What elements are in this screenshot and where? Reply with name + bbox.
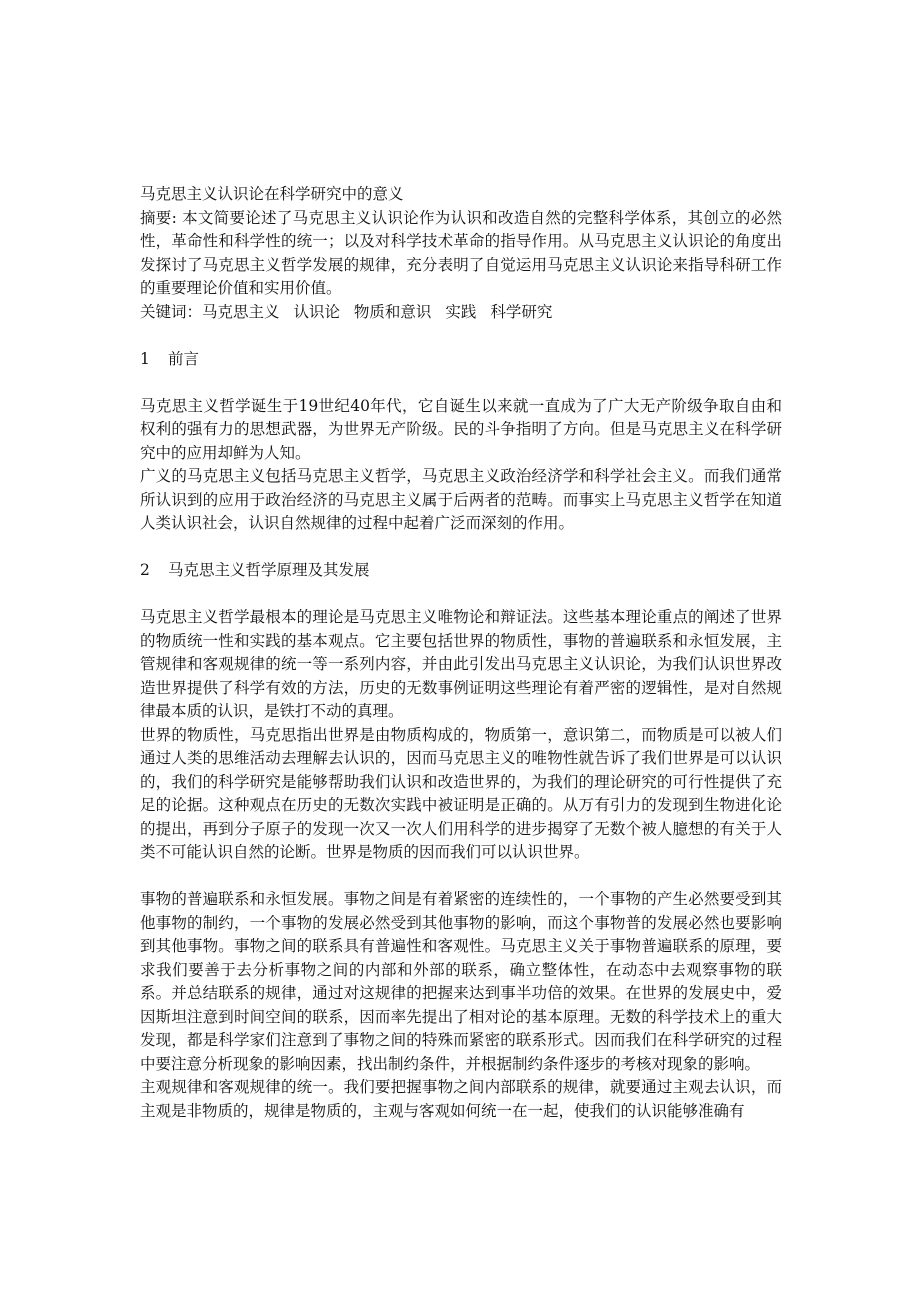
abstract-label: 摘要: [140, 208, 177, 227]
section-heading [140, 559, 782, 583]
paragraph: 主观规律和客观规律的统一。我们要把握事物之间内部联系的规律，就要通过主观去认识，而主观是非物质的，规律是物质的，主观与客观如何统一在一起，使我们的认识能够准确有 [140, 1078, 782, 1120]
keyword: 实践 [445, 302, 477, 321]
keyword: 物质和意识 [353, 302, 432, 321]
paragraph: 马克思主义哲学最根本的理论是马克思主义唯物论和辩证法。这些基本理论重点的阐述了世界的物质统一性和实践的基本观点。它主要包括世界的物质性，事物的普遍联系和永恒发展，主管规律和客观规律的统一等一系列内容，并由此引发出马克思主义认识论，为我们认识世界改造世界提供了科学有效的方法，历史的无数事例证明这些理论有着严密的逻辑性，是对自然规律最本质的认识，是铁打不动的真理。 [140, 608, 782, 720]
document-title: 马克思主义认识论在科学研究中的意义 [140, 185, 404, 203]
keyword: 认识论 [293, 302, 340, 321]
section-title: 马克思主义哲学原理及其发展 [168, 561, 370, 579]
section-heading [140, 348, 782, 372]
keywords-line [140, 301, 782, 325]
paragraph: 广义的马克思主义包括马克思主义哲学，马克思主义政治经济学和科学社会主义。而我们通常所认识到的应用于政治经济的马克思主义属于后两者的范畴。而事实上马克思主义哲学在知道人类认识社会，认识自然规律的过程中起着广泛而深刻的作用。 [140, 467, 782, 532]
section-number: 1 [140, 349, 150, 368]
abstract-text: 本文简要论述了马克思主义认识论作为认识和改造自然的完整科学体系，其创立的必然性，革命性和科学性的统一；以及对科学技术革命的指导作用。从马克思主义认识论的角度出发探讨了马克思主义哲学发展的规律，充分表明了自觉运用马克思主义认识论来指导科研工作的重要理论价值和实用价值。 [140, 208, 782, 297]
paragraph: 世界的物质性，马克思指出世界是由物质构成的，物质第一，意识第二，而物质是可以被人们通过人类的思维活动去理解去认识的，因而马克思主义的唯物性就告诉了我们世界是可以认识的，我们的科学研究是能够帮助我们认识和改造世界的，为我们的理论研究的可行性提供了充足的论据。这种观点在历史的无数次实践中被证明是正确的。从万有引力的发现到生物进化论的提出，再到分子原子的发现一次又一次人们用科学的进步揭穿了无数个被人臆想的有关于人类不可能认识自然的论断。世界是物质的因而我们可以认识世界。 [140, 725, 782, 861]
abstract [140, 207, 782, 301]
spacer [140, 536, 782, 560]
document-page [140, 183, 782, 1123]
paragraph: 事物的普遍联系和永恒发展。事物之间是有着紧密的连续性的，一个事物的产生必然要受到其他事物的制约，一个事物的发展必然受到其他事物的影响，而这个事物普的发展必然也要影响到其他事物。事物之间的联系具有普遍性和客观性。马克思主义关于事物普遍联系的原理，要求我们要善于去分析事物之间的内部和外部的联系，确立整体性，在动态中去观察事物的联系。并总结联系的规律，通过对这规律的把握来达到事半功倍的效果。在世界的发展史中，爱因斯坦注意到时间空间的联系，因而率先提出了相对论的基本原理。无数的科学技术上的重大发现，都是科学家们注意到了事物之间的特殊而紧密的联系形式。因而我们在科学研究的过程中要注意分析现象的影响因素，找出制约条件，并根据制约条件逐步的考核对现象的影响。 [140, 890, 782, 1073]
keyword: 科学研究 [490, 302, 553, 321]
section-title: 前言 [168, 349, 200, 368]
section-number: 2 [140, 561, 150, 579]
spacer [140, 371, 782, 395]
paragraph: 马克思主义哲学诞生于19世纪40年代，它自诞生以来就一直成为了广大无产阶级争取自由和权利的强有力的思想武器，为世界无产阶级。民的斗争指明了方向。但是马克思主义在科学研究中的应用却鲜为人知。 [140, 396, 782, 462]
spacer [140, 583, 782, 607]
keyword: 马克思主义 [202, 302, 280, 321]
spacer [140, 324, 782, 348]
keywords-label: 关键词： [140, 302, 203, 321]
spacer [140, 865, 782, 889]
